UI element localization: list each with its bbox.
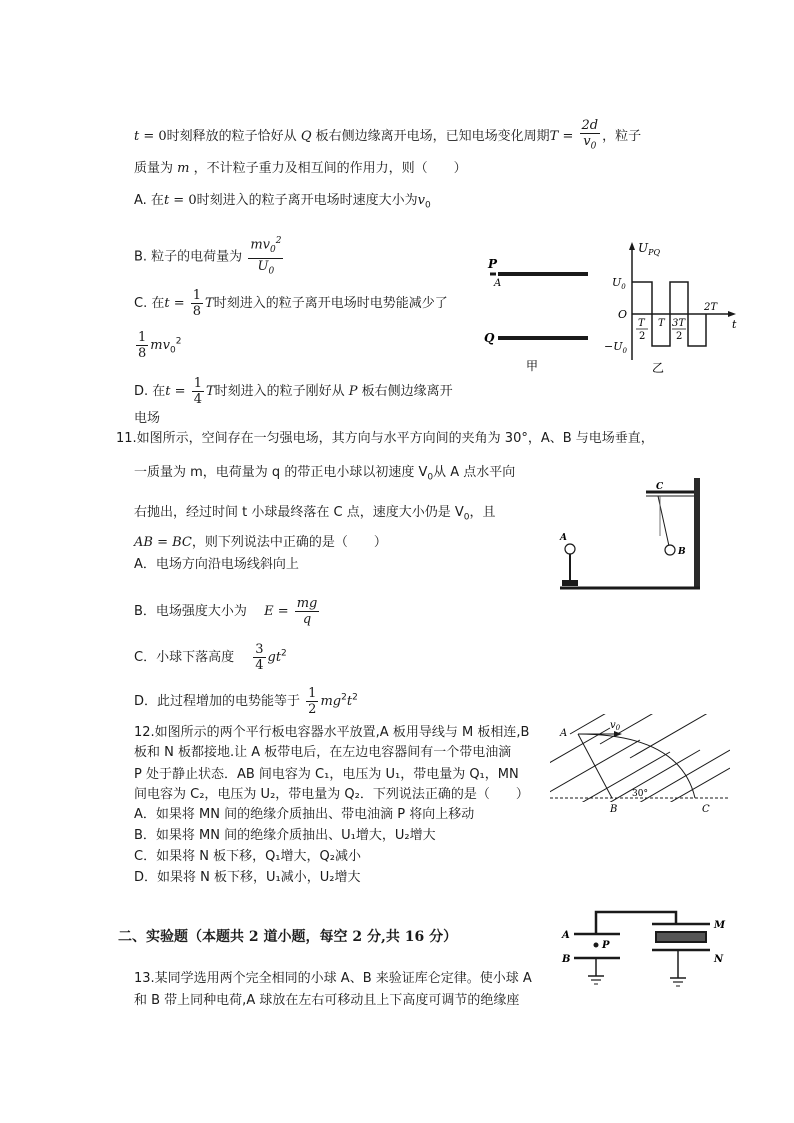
- label-b: B: [678, 547, 686, 557]
- q11-stem-2: 一质量为 m，电荷量为 q 的带正电小球以初速度 $V_0$从 A 点水平向: [134, 465, 516, 483]
- tick-2t: 2T: [704, 302, 718, 313]
- q12-stem-4: 间电容为 C₂，电压为 U₂，带电量为 Q₂．下列说法正确的是（ ）: [134, 787, 529, 802]
- label-neg-u0: $-U_0$: [604, 340, 627, 355]
- tick-half-t-num: T: [638, 318, 645, 329]
- q13-stem-2: 和 B 带上同种电荷,A 球放在左右可移动且上下高度可调节的绝缘座: [134, 993, 520, 1008]
- wall: [694, 478, 700, 588]
- tick-3t-half-den: 2: [676, 331, 683, 342]
- label-u0: $U_0$: [612, 276, 626, 291]
- field-lines-figure: [550, 714, 730, 820]
- q10-option-c-value: $\frac{1}{8}$ $mv_0^2$: [138, 330, 182, 361]
- ball-a: [565, 544, 575, 554]
- label-a: A: [560, 533, 567, 543]
- q12-option-a: A．如果将 MN 间的绝缘介质抽出、带电油滴 P 将向上移动: [134, 807, 475, 822]
- label-t: t: [732, 318, 737, 331]
- label-origin: O: [618, 308, 628, 321]
- oil-drop-p: [594, 943, 599, 948]
- q11-option-a: A．电场方向沿电场线斜向上: [134, 557, 299, 572]
- field-lines: [550, 714, 730, 814]
- stand-base: [562, 580, 578, 586]
- period-fraction: $\frac{2d}{v_0}$: [581, 118, 599, 152]
- pendulum-apparatus-figure: [552, 476, 708, 594]
- q11-option-b: B．电场强度大小为 E = $\frac{mg}{q}$: [134, 596, 318, 627]
- q11-option-c: C．小球下落高度 $\frac{3}{4}$ $gt^2$: [134, 642, 287, 673]
- tick-half-t-den: 2: [639, 331, 646, 342]
- t-axis-arrow-icon: [728, 311, 736, 317]
- q12-option-b: B．如果将 MN 间的绝缘介质抽出、U₁增大，U₂增大: [134, 828, 436, 843]
- voltage-time-graph: [602, 238, 742, 378]
- figure-label-jia: 甲: [526, 359, 539, 373]
- q10-line1: t = 0时刻释放的粒子恰好从 Q 板右侧边缘离开电场，已知电场变化周期T = $\frac{2d}{v_0}$ ，粒子: [134, 118, 641, 155]
- q12-stem-2: 板和 N 板都接地.让 A 板带电后，在左边电容器间有一个带电油滴: [134, 745, 512, 760]
- q11-stem-4: AB = BC，则下列说法中正确的是（ ）: [134, 535, 387, 550]
- q10-option-d: D. 在t = $\frac{1}{4}$ T时刻进入的粒子刚好从 P 板右侧边缘离开: [134, 376, 453, 407]
- q11-stem-3: 右抛出，经过时间 t 小球最终落在 C 点，速度大小仍是 $V_0$，且: [134, 505, 496, 523]
- label-b: B: [610, 804, 618, 815]
- capacitor-circuit-figure: [560, 906, 736, 1002]
- label-a: A: [494, 278, 502, 289]
- q12-stem-3: P 处于静止状态．AB 间电容为 C₁，电压为 U₁，带电量为 Q₁，MN: [134, 767, 519, 782]
- section-2-title: 二、实验题（本题共 2 道小题，每空 2 分,共 16 分）: [118, 929, 458, 945]
- label-n: N: [714, 954, 724, 965]
- label-p: P: [488, 257, 498, 271]
- axis-u-pq: $U_{PQ}$: [638, 241, 661, 257]
- q12-option-c: C．如果将 N 板下移，Q₁增大，Q₂减小: [134, 849, 361, 864]
- q10-option-c: C. 在t = $\frac{1}{8}$ T时刻进入的粒子离开电场时电势能减少了: [134, 288, 448, 319]
- dielectric-slab: [656, 932, 706, 942]
- label-c: C: [656, 482, 664, 492]
- line-ab: [578, 734, 612, 798]
- q10-option-b: B. 粒子的电荷量为 $\frac{mv_0^2}{U_0}$: [134, 236, 282, 277]
- parallel-plates-figure: [478, 238, 608, 378]
- q12-stem-1: 12.如图所示的两个平行板电容器水平放置,A 板用导线与 M 板相连,B: [134, 725, 530, 740]
- tick-t: T: [658, 318, 665, 329]
- label-c: C: [702, 804, 710, 815]
- q13-stem-1: 13.某同学选用两个完全相同的小球 A、B 来验证库仑定律。使小球 A: [134, 971, 532, 986]
- q10-option-a: A. 在t = 0时刻进入的粒子离开电场时速度大小为$v_0$: [134, 193, 431, 211]
- figure-label-yi: 乙: [652, 361, 665, 375]
- ball-b: [665, 545, 675, 555]
- q11-stem-1: 11.如图所示，空间存在一匀强电场，其方向与水平方向间的夹角为 30°，A、B 与电场垂直，: [116, 431, 654, 446]
- q12-option-d: D．如果将 N 板下移，U₁减小，U₂增大: [134, 870, 361, 885]
- label-a: A: [560, 728, 568, 739]
- label-angle: 30°: [632, 789, 648, 799]
- label-v0: $v_0$: [610, 720, 621, 732]
- label-a: A: [562, 930, 570, 941]
- q10-line2: 质量为 m ，不计粒子重力及相互间的作用力，则（ ）: [134, 161, 467, 176]
- label-p: P: [602, 940, 610, 951]
- label-b: B: [562, 954, 571, 965]
- y-axis-arrow-icon: [629, 242, 635, 250]
- label-q: Q: [484, 331, 495, 345]
- label-m: M: [714, 920, 726, 931]
- q11-option-d: D．此过程增加的电势能等于 $\frac{1}{2}$ $mg^2t^2$: [134, 686, 358, 717]
- q10-option-d-tail: 电场: [134, 411, 161, 426]
- tick-3t-half-num: 3T: [672, 318, 686, 329]
